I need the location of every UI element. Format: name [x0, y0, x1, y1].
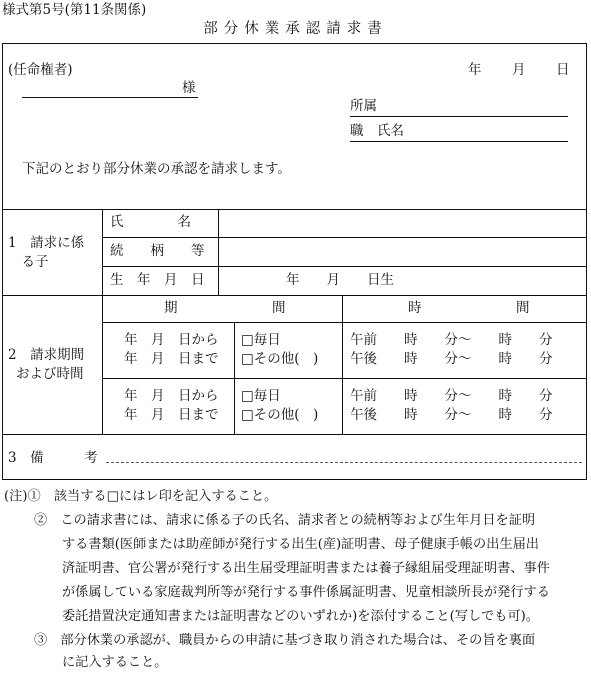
date-day: 日	[556, 62, 570, 78]
row-line	[102, 378, 587, 379]
note-1: (注)① 該当する□にはレ印を記入すること。	[4, 489, 278, 504]
section1-label: 1 請求に係	[8, 235, 85, 251]
affiliation-line[interactable]	[350, 116, 568, 117]
other-checkbox[interactable]: □その他( )	[241, 351, 319, 367]
form-id: 様式第5号(第11条関係)	[2, 2, 147, 18]
date-month: 月	[512, 62, 526, 78]
section2-label-cont: および時間	[16, 366, 84, 382]
period-from: 年 月 日から	[124, 388, 219, 404]
period-from: 年 月 日から	[124, 332, 219, 348]
am-time: 午前 時 分～ 時 分	[350, 388, 553, 404]
other-checkbox[interactable]: □その他( )	[241, 407, 319, 423]
section2-label: 2 請求期間	[8, 347, 85, 363]
name-label: 職 氏名	[350, 123, 404, 139]
remarks-label: 3 備 考	[8, 450, 98, 466]
note-2-line: ② この請求書には、請求に係る子の氏名、請求者との続柄等および生年月日を証明	[34, 513, 536, 528]
header-row-line	[102, 322, 587, 323]
divider	[2, 209, 587, 210]
time-column-line	[342, 295, 343, 434]
note-3-line: ③ 部分休業の承認が、職員からの申請に基づき取り消された場合は、その旨を裏面	[34, 633, 536, 648]
request-text: 下記のとおり部分休業の承認を請求します。	[22, 161, 291, 177]
birthdate-value: 年 月 日生	[286, 272, 394, 288]
birthdate-label: 生 年 月 日	[110, 272, 205, 288]
affiliation-label: 所属	[350, 98, 377, 114]
section1-label-cont: る子	[8, 254, 49, 270]
note-2-line: 委託措置決定通知書または証明書などのいずれか)を添付すること(写しでも可)。	[62, 609, 539, 624]
everyday-checkbox[interactable]: □毎日	[241, 332, 281, 348]
pm-time: 午後 時 分～ 時 分	[350, 407, 553, 423]
period-to: 年 月 日まで	[124, 351, 219, 367]
note-3-line: に記入すること。	[62, 655, 168, 670]
date-year: 年	[468, 62, 482, 78]
everyday-checkbox[interactable]: □毎日	[241, 388, 281, 404]
name-line[interactable]	[350, 141, 568, 142]
page-title: 部分休業承認請求書	[203, 21, 388, 37]
pm-time: 午後 時 分～ 時 分	[350, 351, 553, 367]
divider	[2, 434, 587, 435]
child-name-field[interactable]	[220, 211, 585, 235]
row-line	[102, 237, 587, 238]
note-2-line: する書類(医師または助産師が発行する出生(産)証明書、母子健康手帳の出生届出	[62, 537, 539, 552]
relation-field[interactable]	[220, 239, 585, 264]
divider	[2, 295, 587, 296]
note-2-line: 済証明書、官公署が発行する出生届受理証明書または養子縁組届受理証明書、事件	[62, 561, 550, 576]
am-time: 午前 時 分～ 時 分	[350, 332, 553, 348]
period-header: 期 間	[164, 300, 286, 316]
option-column-line	[234, 322, 235, 434]
row-line	[102, 266, 587, 267]
note-2-line: が係属している家庭裁判所等が発行する事件係属証明書、児童相談所長が発行する	[62, 585, 550, 600]
appointer-label: (任命権者)	[8, 62, 73, 78]
remarks-field[interactable]	[106, 462, 582, 463]
appointer-line[interactable]	[22, 97, 198, 98]
field-column-line	[218, 209, 219, 295]
sama-label: 様	[182, 80, 196, 96]
period-to: 年 月 日まで	[124, 407, 219, 423]
time-header: 時 間	[408, 300, 530, 316]
child-name-label: 氏 名	[110, 214, 191, 230]
relation-label: 続 柄 等	[110, 243, 205, 259]
